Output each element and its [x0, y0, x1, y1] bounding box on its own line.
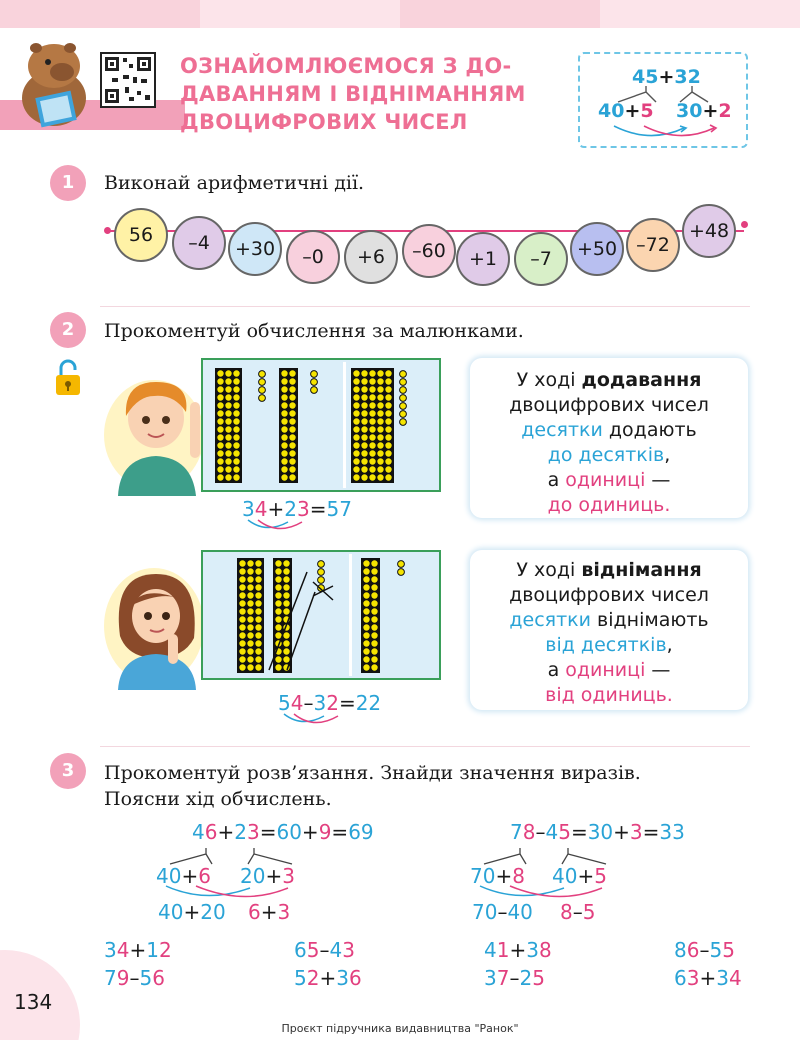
addition-arrows: [244, 518, 314, 536]
operator: –: [699, 938, 710, 962]
chain-end-dot: [741, 221, 748, 228]
exercise-expression: [104, 938, 172, 962]
rule-line: двоцифрових чисел: [509, 584, 709, 606]
chain-end-dot: [104, 227, 111, 234]
ones-sum: 9: [318, 820, 332, 844]
digit-tens: 7: [510, 820, 523, 844]
digit-ones: 3: [342, 938, 355, 962]
addition-picture: [201, 358, 441, 492]
digit-tens: 6: [294, 938, 307, 962]
decomposition-example: [578, 52, 748, 148]
digit-ones: 4: [116, 938, 130, 962]
digit-ones: 4: [728, 966, 742, 990]
operator: –: [535, 820, 546, 844]
digit-tens: 8: [674, 938, 687, 962]
exercise-expression: [484, 938, 552, 962]
addition-rule-box: [470, 358, 748, 518]
digit-ones: 5: [306, 938, 320, 962]
worked-example-right-bot: [472, 900, 533, 924]
rule-tens: десятки: [509, 609, 591, 631]
digit-ones: 3: [296, 497, 310, 521]
digit-ones: 6: [204, 820, 218, 844]
exercise-expression: [674, 966, 742, 990]
digit-tens: 4: [545, 820, 559, 844]
rule-bold: додавання: [581, 369, 702, 391]
bead-3: –0: [286, 230, 340, 284]
tens: 70: [472, 900, 498, 924]
task-text: Прокоментуй розв’язання. Знайди значення виразів.: [104, 762, 641, 784]
operator: +: [260, 900, 278, 924]
rule-ones: одиниці: [565, 659, 646, 681]
rule-line: [470, 658, 748, 683]
rule-tens: від десятків: [545, 634, 667, 656]
equals: =: [570, 820, 588, 844]
digit-tens: 4: [192, 820, 205, 844]
example-a: 45: [632, 66, 659, 88]
operator: +: [183, 900, 201, 924]
worked-example-left-bot-2: [248, 900, 290, 924]
worked-example-right-bot-2: [560, 900, 595, 924]
page-title: [180, 52, 560, 136]
digit-tens: 3: [526, 938, 539, 962]
equals: =: [309, 497, 327, 521]
digit-ones: 5: [558, 820, 571, 844]
rule-text: ,: [664, 444, 671, 466]
subtraction-picture: [201, 550, 441, 680]
bead-9: –72: [626, 218, 680, 272]
digit-tens: 3: [104, 938, 117, 962]
pairing-arrows: [610, 122, 720, 144]
digit-tens: 1: [146, 938, 159, 962]
ones: 3: [277, 900, 291, 924]
example-b-split: 30+2: [676, 100, 732, 122]
boy-icon: [104, 372, 208, 496]
ones-diff: 3: [629, 820, 643, 844]
digit-tens: 4: [484, 938, 497, 962]
rule-line: [470, 418, 748, 443]
equals: =: [259, 820, 277, 844]
exercise-expression: [674, 938, 735, 962]
task-text: Виконай арифметичні дії.: [104, 172, 365, 194]
girl-icon: [104, 566, 208, 690]
rule-line: [470, 608, 748, 633]
rule-text: —: [645, 659, 671, 681]
ones: 8: [512, 864, 525, 888]
rule-line: [470, 633, 748, 658]
equals: =: [338, 691, 356, 715]
operator: –: [509, 966, 520, 990]
tens-diff: 30: [587, 820, 614, 844]
equals: =: [642, 820, 660, 844]
result: 69: [348, 820, 374, 844]
task-text: Прокоментуй обчислення за малюнками.: [104, 320, 524, 342]
exercise-expression: [104, 966, 165, 990]
ones: 6: [248, 900, 261, 924]
rule-line: [470, 558, 748, 583]
bead-1: –4: [172, 216, 226, 270]
section-divider: [100, 746, 750, 747]
bead-10: +48: [682, 204, 736, 258]
bead-5: –60: [402, 224, 456, 278]
counting-beads-addition: [203, 360, 439, 490]
example-a-split: 40+5: [598, 100, 654, 122]
title-line: ОЗНАЙОМЛЮЄМОСЯ З ДО-: [180, 54, 512, 78]
operator: +: [181, 864, 199, 888]
tens: 20: [200, 900, 226, 924]
rule-line: [470, 468, 748, 493]
exercise-expression: [294, 966, 362, 990]
bead-8: +50: [570, 222, 624, 276]
worked-example-left-top: [192, 820, 374, 844]
operator: –: [572, 900, 583, 924]
top-bar-segment: [0, 0, 200, 28]
digit-ones: 2: [306, 966, 320, 990]
rule-text: ,: [666, 634, 673, 656]
task-text: Поясни хід обчислень.: [104, 788, 332, 810]
task-number: 2: [50, 312, 86, 348]
bead-2: +30: [228, 222, 282, 276]
digit-tens: 3: [716, 966, 729, 990]
digit-ones: 5: [722, 938, 735, 962]
digit-ones: 6: [686, 938, 700, 962]
digit-ones: 2: [158, 938, 172, 962]
rule-text: —: [645, 469, 671, 491]
rule-line: [470, 368, 748, 393]
task-number: 1: [50, 165, 86, 201]
digit-tens: 2: [284, 497, 297, 521]
operator: +: [509, 938, 527, 962]
operator: –: [319, 938, 330, 962]
digit-ones: 4: [290, 691, 304, 715]
exercise-expression: [294, 938, 355, 962]
title-line: ДВОЦИФРОВИХ ЧИСЕЛ: [180, 110, 468, 134]
digit-ones: 6: [152, 966, 165, 990]
digit-tens: 2: [519, 966, 533, 990]
digit-tens: 5: [294, 966, 307, 990]
tens: 20: [240, 864, 266, 888]
rule-tens: до десятків: [547, 444, 665, 466]
rule-tens: десятки: [521, 419, 603, 441]
qr-code[interactable]: [100, 52, 156, 108]
digit-ones: 7: [496, 966, 510, 990]
operator: +: [577, 864, 595, 888]
digit-tens: 3: [336, 966, 349, 990]
counting-beads-subtraction: [203, 552, 439, 678]
rule-text: віднімають: [591, 609, 709, 631]
example-b-tens: 30: [676, 100, 703, 122]
operator: +: [129, 938, 147, 962]
bead-4: +6: [344, 230, 398, 284]
digit-tens: 2: [234, 820, 247, 844]
operator: +: [613, 820, 630, 844]
bead-7: –7: [514, 232, 568, 286]
operator: +: [699, 966, 717, 990]
worked-example-right-top: [510, 820, 685, 844]
top-bar-segment: [200, 0, 400, 28]
ones: 6: [198, 864, 211, 888]
ones: 5: [582, 900, 596, 924]
bead-6: +1: [456, 232, 510, 286]
lock-icon: [54, 357, 82, 397]
digit-ones: 4: [254, 497, 268, 521]
rule-text: а: [547, 659, 566, 681]
digit-ones: 6: [348, 966, 362, 990]
operator: +: [319, 966, 337, 990]
operator: +: [267, 497, 285, 521]
example-b: 32: [674, 66, 701, 88]
digit-tens: 6: [674, 966, 687, 990]
digit-tens: 7: [104, 966, 117, 990]
digit-ones: 5: [532, 966, 545, 990]
example-op: +: [658, 66, 675, 88]
equals: =: [331, 820, 349, 844]
decomposition-lines: [474, 846, 624, 866]
digit-ones: 2: [326, 691, 339, 715]
digit-ones: 8: [538, 938, 552, 962]
worked-example-left-bot: [158, 900, 226, 924]
operator: +: [265, 864, 283, 888]
rule-text: У ході: [516, 559, 582, 581]
operator: –: [497, 900, 508, 924]
operator: +: [217, 820, 235, 844]
ones: 5: [594, 864, 607, 888]
tens-sum: 60: [276, 820, 302, 844]
operator: –: [303, 691, 314, 715]
subtraction-rule-box: [470, 550, 748, 710]
ones: 3: [282, 864, 295, 888]
operator: +: [301, 820, 319, 844]
ones: 8: [560, 900, 573, 924]
tens: 40: [158, 900, 184, 924]
rule-bold: віднімання: [581, 559, 702, 581]
qr-code-icon: [102, 54, 154, 106]
result: 33: [659, 820, 685, 844]
result: 22: [355, 691, 382, 715]
bead-0: 56: [114, 208, 168, 262]
tens: 40: [552, 864, 578, 888]
top-bar-segment: [400, 0, 600, 28]
digit-tens: 4: [329, 938, 343, 962]
rule-line: до одиниць.: [547, 494, 671, 516]
result: 57: [326, 497, 352, 521]
operator: –: [129, 966, 140, 990]
title-line: ДАВАННЯМ І ВІДНІМАННЯМ: [180, 82, 526, 106]
task-number: 3: [50, 753, 86, 789]
decomposition-lines: [160, 846, 310, 866]
digit-tens: 5: [139, 966, 153, 990]
digit-tens: 5: [709, 938, 723, 962]
example-a-tens: 40: [598, 100, 625, 122]
rule-text: У ході: [516, 369, 582, 391]
digit-ones: 3: [246, 820, 260, 844]
digit-tens: 3: [242, 497, 255, 521]
example-a-ones: 5: [640, 100, 654, 122]
top-bar-segment: [600, 0, 800, 28]
page-number: 134: [14, 990, 53, 1014]
exercise-expression: [484, 966, 545, 990]
digit-ones: 1: [496, 938, 510, 962]
digit-ones: 8: [522, 820, 536, 844]
example-b-ones: 2: [718, 100, 732, 122]
footer-text: Проєкт підручника видавництва "Ранок": [281, 1022, 519, 1035]
subtraction-arrows: [280, 712, 350, 730]
digit-ones: 9: [116, 966, 130, 990]
rule-text: додають: [602, 419, 697, 441]
digit-tens: 3: [313, 691, 327, 715]
tens: 40: [507, 900, 533, 924]
tens: 70: [470, 864, 496, 888]
tens: 40: [156, 864, 182, 888]
rule-line: [470, 443, 748, 468]
rule-ones: одиниці: [565, 469, 646, 491]
rule-line: від одиниць.: [545, 684, 673, 706]
operator: +: [495, 864, 513, 888]
digit-ones: 3: [686, 966, 700, 990]
digit-tens: 3: [484, 966, 497, 990]
digit-tens: 5: [278, 691, 291, 715]
capybara-mascot-icon: [12, 36, 96, 128]
rule-line: двоцифрових чисел: [509, 394, 709, 416]
rule-text: а: [547, 469, 566, 491]
section-divider: [100, 306, 750, 307]
